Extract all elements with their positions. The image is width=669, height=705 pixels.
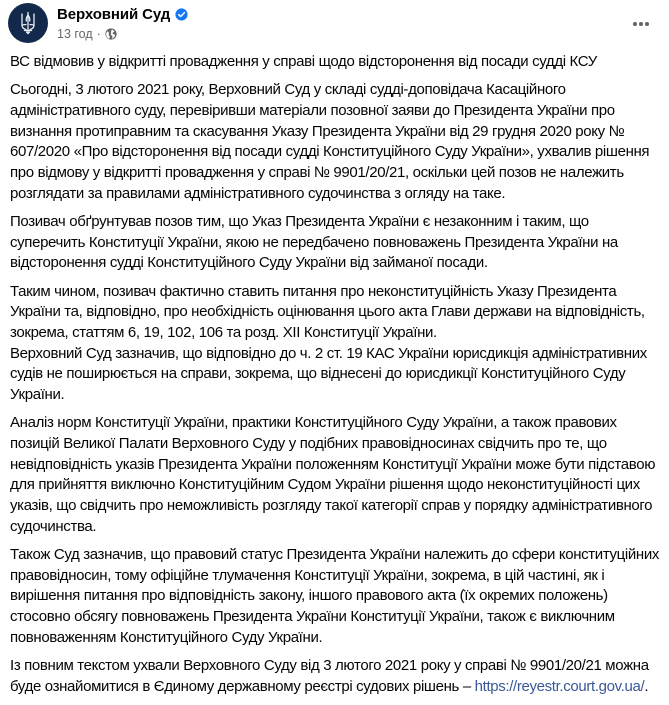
post-closing-paragraph — [10, 656, 662, 697]
meta-separator: · — [96, 27, 101, 41]
post-paragraph: Верховний Суд зазначив, що відповідно до ч. 2 ст. 19 КАС України юрисдикція адміністративних судів не поширюється на справи, зокрема, що віднесені до юрисдикції Конституційного Суду України. — [10, 344, 647, 404]
globe-icon[interactable] — [105, 28, 117, 40]
more-options-dot — [639, 22, 643, 26]
more-options-dot — [645, 22, 649, 26]
registry-link[interactable]: https://reyestr.court.gov.ua/ — [474, 677, 645, 695]
verified-badge-icon — [175, 8, 188, 21]
post-paragraph: Сьогодні, 3 лютого 2021 року, Верховний Суд у складі судді-доповідача Касаційного адміністративного суду, перевіривши матеріали позовної заяви до Президента України про визнання протиправним та скасування Указу Президента України від 29 грудня 2020 року № 607/2020 «Про відсторонення від посади судді Конституційного Суду України», ухвалив рішення про відмову у відкритті провадження у справі № 9901/20/21, оскільки цей позов не належить розглядати за правилами адміністративного судочинства з огляду на таке. — [10, 81, 650, 202]
post-timestamp[interactable]: 13 год — [57, 27, 93, 41]
author-name[interactable]: Верховний Суд — [57, 5, 171, 23]
post-paragraph: Таким чином, позивач фактично ставить питання про неконституційність Указу Президента України та, відповідно, про необхідність оцінювання цього акта Глави держави на відповідність, зокрема, статтям 6, 19, 102, 106 та розд. XII Конституції України. — [10, 282, 645, 341]
post-header — [0, 0, 669, 48]
post-paragraph: Також Суд зазначив, що правовий статус Президента України належить до сфери конституційних правовідносин, тому офіційне тлумачення Конституції України, зокрема, в цій частині, як і вирішення питання про відповідність закону, іншого правового акта (їх окремих положень) стосовно обсягу повноважень Президента України Конституції України, також є виключним повноваженням Конституційного Суду України. — [10, 545, 660, 646]
post-meta — [57, 26, 117, 42]
post-body — [10, 52, 662, 705]
post-paragraph: Позивач обґрунтував позов тим, що Указ Президента України є незаконним і таким, що суперечить Конституції України, якою не передбачено повноважень Президента України на відсторонення судді Конституційного Суду України від займаної посади. — [10, 212, 618, 272]
post-headline: ВС відмовив у відкритті провадження у справі щодо відсторонення від посади судді КСУ — [10, 53, 597, 70]
trident-icon — [19, 11, 37, 35]
author-avatar[interactable] — [8, 3, 48, 43]
closing-period: . — [644, 677, 649, 695]
author-line — [57, 4, 188, 24]
post-paragraph: Аналіз норм Конституції України, практики Конституційного Суду України, а також правових позицій Великої Палати Верховного Суду у подібних правовідносинах свідчить про те, що невідповідність указів Президента України положенням Конституції України може бути підставою для прийняття виключно Конституційним Судом України рішення щодо неконституційності цих указів, що свідчить про неможливість розгляду такої категорії справ у порядку адміністративного судочинства. — [10, 414, 656, 535]
more-options-button[interactable] — [627, 14, 655, 34]
more-options-dot — [633, 22, 637, 26]
closing-text: Із повним текстом ухвали Верховного Суду від 3 лютого 2021 року у справі № 9901/20/21 можна буде ознайомитися в Єдиному державному реєстрі судових рішень – — [10, 656, 649, 695]
